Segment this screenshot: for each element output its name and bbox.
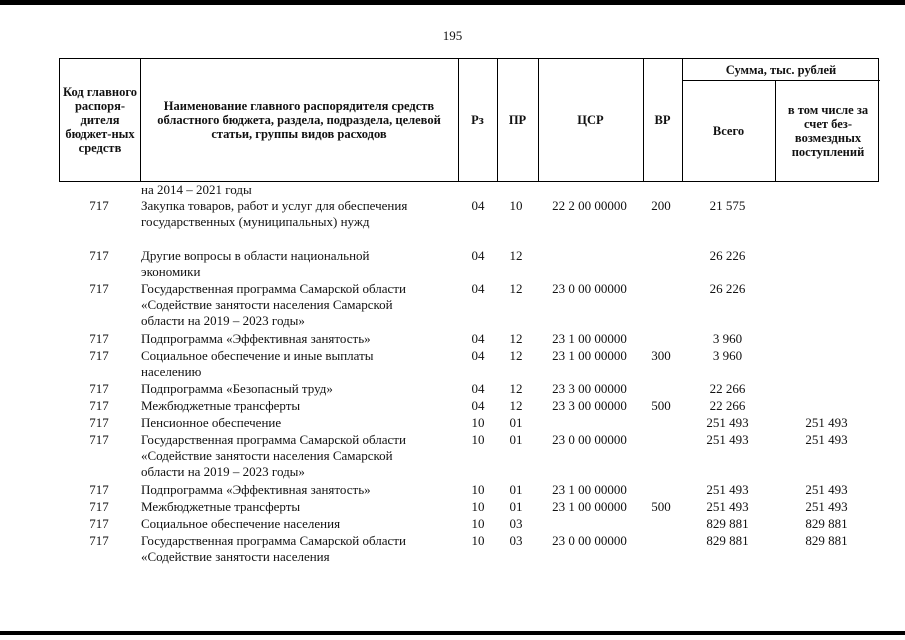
- cell-code: 717: [89, 482, 109, 497]
- cell-total: 251 493: [706, 499, 749, 514]
- header-total: Всего: [712, 124, 745, 138]
- cell-name: Государственная программа Самарской области «Содействие занятости населения: [141, 533, 406, 564]
- cell-name: Подпрограмма «Безопасный труд»: [141, 381, 333, 396]
- budget-table: [59, 58, 879, 566]
- cell-code: 717: [89, 499, 109, 514]
- cell-code: 717: [89, 348, 109, 363]
- header-vr: ВР: [654, 113, 671, 127]
- top-border: [0, 0, 905, 5]
- cell-rz: 10: [471, 499, 485, 514]
- cell-pr: 10: [509, 198, 523, 213]
- cell-incl: 251 493: [805, 482, 848, 497]
- cell-pr: 01: [509, 415, 523, 430]
- cell-total: 26 226: [709, 248, 746, 263]
- cell-pr: 12: [509, 248, 523, 263]
- cell-pr: 01: [509, 482, 523, 497]
- header-code: Код главного распоря-дителя бюджет-ных средств: [63, 85, 137, 155]
- header-rz: Рз: [471, 113, 484, 127]
- cell-vr: 300: [651, 348, 671, 363]
- cell-rz: 10: [471, 432, 485, 447]
- cell-code: 717: [89, 398, 109, 413]
- cell-rz: 10: [471, 482, 485, 497]
- cell-csr: 23 3 00 00000: [552, 398, 627, 413]
- cell-name: Социальное обеспечение и иные выплаты населению: [141, 348, 374, 379]
- cell-incl: 829 881: [805, 516, 848, 531]
- header-incl: в том числе за счет без-возмездных поступлений: [787, 103, 869, 159]
- cell-csr: 23 1 00 00000: [552, 482, 627, 497]
- cell-rz: 04: [471, 281, 485, 296]
- table-row: [59, 432, 879, 482]
- cell-name: на 2014 – 2021 годы: [141, 182, 252, 197]
- page-number: 195: [442, 28, 463, 43]
- cell-rz: 04: [471, 381, 485, 396]
- table-row: [59, 415, 879, 432]
- cell-name: Государственная программа Самарской области «Содействие занятости населения Самарской области на 2019 – 2023 годы»: [141, 432, 406, 479]
- table-row: [59, 482, 879, 499]
- cell-csr: 23 0 00 00000: [552, 432, 627, 447]
- cell-total: 251 493: [706, 432, 749, 447]
- cell-total: 251 493: [706, 482, 749, 497]
- cell-pr: 01: [509, 432, 523, 447]
- cell-csr: 22 2 00 00000: [552, 198, 627, 213]
- cell-rz: 04: [471, 348, 485, 363]
- cell-rz: 10: [471, 516, 485, 531]
- cell-pr: 12: [509, 331, 523, 346]
- cell-csr: 23 0 00 00000: [552, 281, 627, 296]
- header-name: Наименование главного распорядителя средств областного бюджета, раздела, подраздела, целевой статьи, группы видов расходов: [157, 99, 441, 141]
- cell-code: 717: [89, 198, 109, 213]
- cell-total: 22 266: [709, 381, 746, 396]
- cell-code: 717: [89, 533, 109, 548]
- cell-rz: 04: [471, 331, 485, 346]
- cell-incl: 251 493: [805, 499, 848, 514]
- cell-code: 717: [89, 331, 109, 346]
- cell-rz: 04: [471, 198, 485, 213]
- cell-incl: 251 493: [805, 415, 848, 430]
- cell-total: 251 493: [706, 415, 749, 430]
- cell-incl: 829 881: [805, 533, 848, 548]
- cell-rz: 10: [471, 533, 485, 548]
- cell-code: 717: [89, 432, 109, 447]
- cell-name: Социальное обеспечение населения: [141, 516, 341, 531]
- cell-pr: 12: [509, 281, 523, 296]
- table-row: [59, 499, 879, 516]
- cell-pr: 12: [509, 381, 523, 396]
- cell-code: 717: [89, 415, 109, 430]
- cell-rz: 04: [471, 398, 485, 413]
- cell-vr: 500: [651, 398, 671, 413]
- cell-code: 717: [89, 248, 109, 263]
- cell-code: 717: [89, 381, 109, 396]
- cell-total: 3 960: [712, 348, 743, 363]
- table-row: [59, 533, 879, 566]
- cell-code: 717: [89, 281, 109, 296]
- cell-rz: 04: [471, 248, 485, 263]
- cell-pr: 12: [509, 398, 523, 413]
- cell-code: 717: [89, 516, 109, 531]
- cell-total: 21 575: [709, 198, 746, 213]
- cell-csr: 23 1 00 00000: [552, 348, 627, 363]
- cell-pr: 01: [509, 499, 523, 514]
- cell-csr: 23 1 00 00000: [552, 331, 627, 346]
- table-row: [59, 182, 879, 198]
- table-row: [59, 381, 879, 398]
- cell-name: Подпрограмма «Эффективная занятость»: [141, 331, 371, 346]
- table-row: [59, 281, 879, 331]
- cell-vr: 200: [651, 198, 671, 213]
- cell-total: 829 881: [706, 533, 749, 548]
- cell-name: Закупка товаров, работ и услуг для обеспечения государственных (муниципальных) нужд: [141, 198, 408, 229]
- cell-total: 3 960: [712, 331, 743, 346]
- bottom-border: [0, 631, 905, 635]
- cell-name: Подпрограмма «Эффективная занятость»: [141, 482, 371, 497]
- cell-total: 829 881: [706, 516, 749, 531]
- cell-csr: 23 3 00 00000: [552, 381, 627, 396]
- cell-rz: 10: [471, 415, 485, 430]
- cell-vr: 500: [651, 499, 671, 514]
- table-row: [59, 398, 879, 415]
- cell-name: Пенсионное обеспечение: [141, 415, 282, 430]
- cell-total: 26 226: [709, 281, 746, 296]
- cell-name: Государственная программа Самарской области «Содействие занятости населения Самарской области на 2019 – 2023 годы»: [141, 281, 406, 328]
- cell-name: Другие вопросы в области национальной экономики: [141, 248, 370, 279]
- cell-incl: 251 493: [805, 432, 848, 447]
- table-row: [59, 248, 879, 281]
- cell-name: Межбюджетные трансферты: [141, 398, 301, 413]
- cell-pr: 03: [509, 533, 523, 548]
- header-csr: ЦСР: [577, 113, 604, 127]
- cell-pr: 12: [509, 348, 523, 363]
- cell-pr: 03: [509, 516, 523, 531]
- table-row: [59, 516, 879, 533]
- table-body: [59, 182, 879, 566]
- header-sum: Сумма, тыс. рублей: [725, 62, 837, 77]
- cell-name: Межбюджетные трансферты: [141, 499, 301, 514]
- table-row: [59, 331, 879, 348]
- cell-total: 22 266: [709, 398, 746, 413]
- table-header: [59, 58, 879, 182]
- table-row: [59, 198, 879, 248]
- cell-csr: 23 0 00 00000: [552, 533, 627, 548]
- header-pr: ПР: [508, 113, 527, 127]
- cell-csr: 23 1 00 00000: [552, 499, 627, 514]
- table-row: [59, 348, 879, 381]
